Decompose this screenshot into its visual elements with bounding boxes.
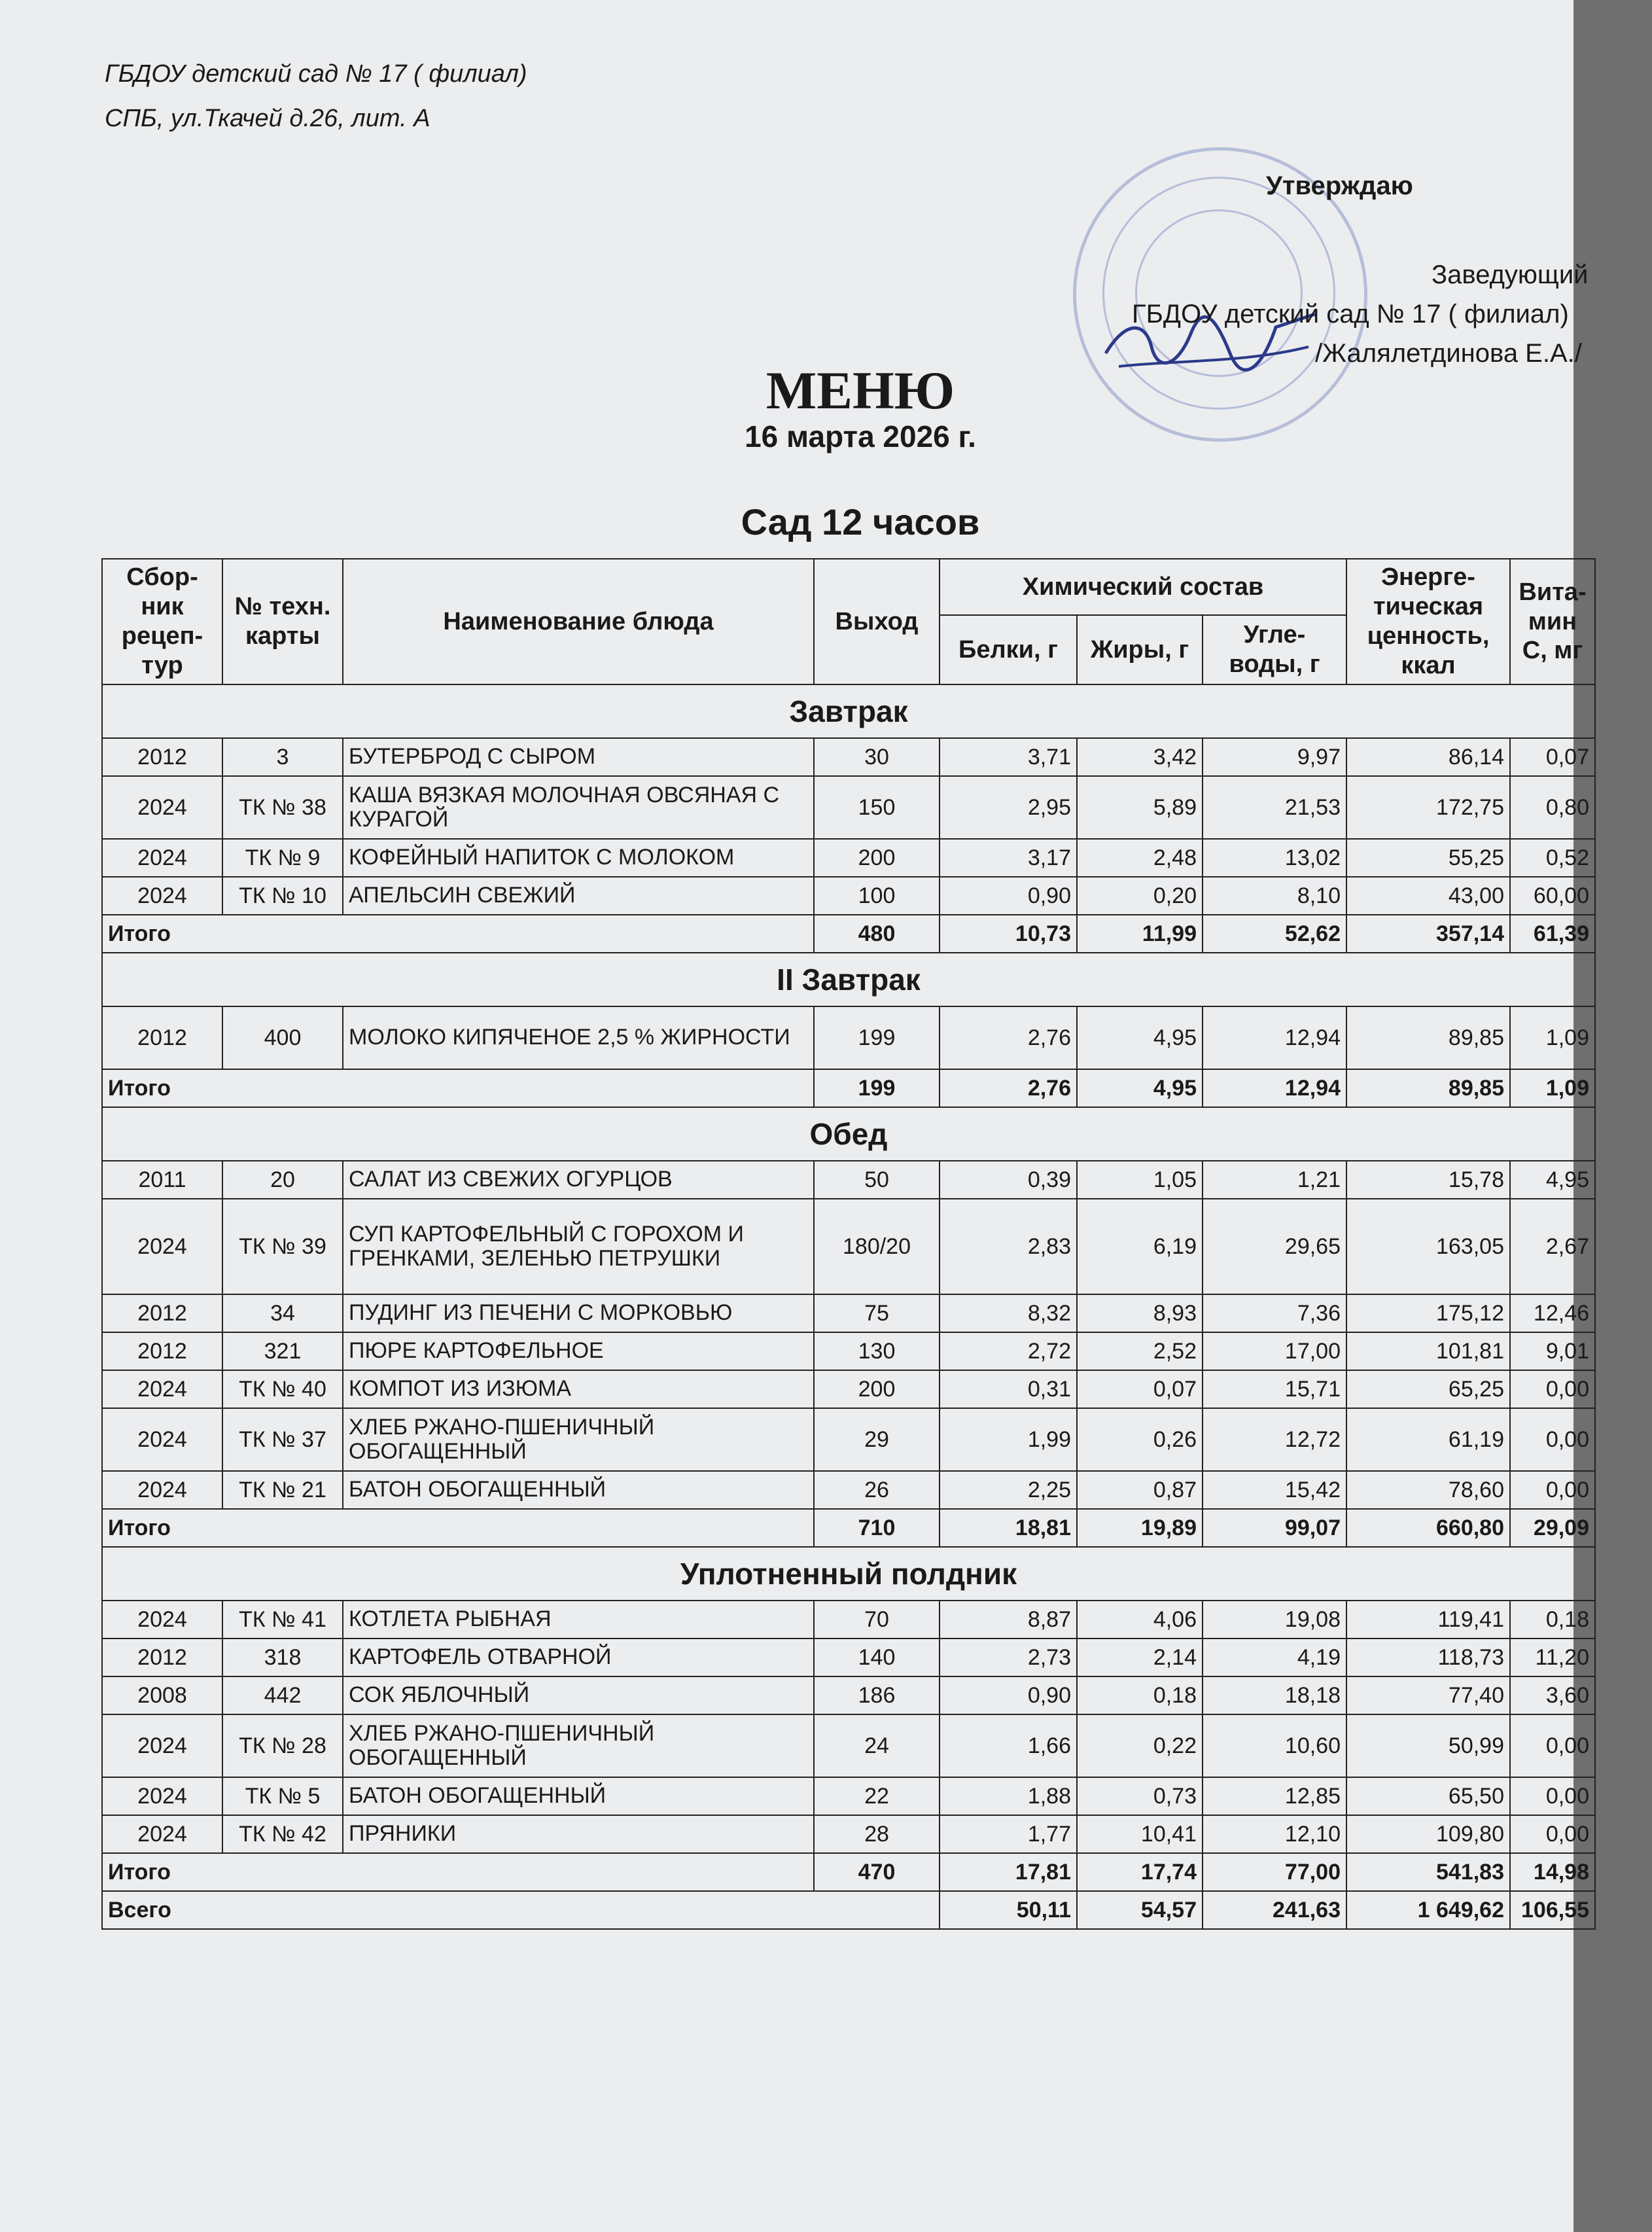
energy-value: 15,78 <box>1346 1161 1510 1199</box>
dish-output: 28 <box>814 1815 940 1853</box>
table-row <box>102 1815 1595 1853</box>
approver-position: Заведующий <box>1432 260 1589 289</box>
total-proteins: 2,76 <box>940 1069 1077 1107</box>
total-energy: 89,85 <box>1346 1069 1510 1107</box>
recipe-collection-year: 2024 <box>102 1777 222 1815</box>
proteins-value: 0,90 <box>940 1676 1077 1714</box>
recipe-collection-year: 2011 <box>102 1161 222 1199</box>
total-label: Итого <box>102 915 814 953</box>
carbs-value: 18,18 <box>1203 1676 1346 1714</box>
fats-value: 0,07 <box>1077 1370 1203 1408</box>
energy-value: 50,99 <box>1346 1714 1510 1777</box>
total-proteins: 18,81 <box>940 1509 1077 1547</box>
total-label: Итого <box>102 1853 814 1891</box>
dish-name: СОК ЯБЛОЧНЫЙ <box>343 1676 814 1714</box>
recipe-collection-year: 2012 <box>102 1294 222 1332</box>
proteins-value: 0,90 <box>940 877 1077 915</box>
recipe-collection-year: 2012 <box>102 1332 222 1370</box>
vitamin-c-value: 0,52 <box>1510 839 1595 877</box>
header-proteins: Белки, г <box>940 615 1077 684</box>
document-subtitle: Сад 12 часов <box>741 501 980 542</box>
dish-name: КОМПОТ ИЗ ИЗЮМА <box>343 1370 814 1408</box>
carbs-value: 29,65 <box>1203 1199 1346 1294</box>
carbs-value: 15,71 <box>1203 1370 1346 1408</box>
table-row <box>102 776 1595 839</box>
header-dish: Наименование блюда <box>343 559 814 684</box>
fats-value: 10,41 <box>1077 1815 1203 1853</box>
section-header-row <box>102 1107 1595 1161</box>
fats-value: 3,42 <box>1077 738 1203 776</box>
header-carbs: Угле-воды, г <box>1203 615 1346 684</box>
carbs-value: 12,94 <box>1203 1006 1346 1069</box>
recipe-collection-year: 2008 <box>102 1676 222 1714</box>
dish-name: КОТЛЕТА РЫБНАЯ <box>343 1601 814 1639</box>
proteins-value: 2,95 <box>940 776 1077 839</box>
dish-output: 24 <box>814 1714 940 1777</box>
vitamin-c-value: 0,18 <box>1510 1601 1595 1639</box>
proteins-value: 1,66 <box>940 1714 1077 1777</box>
carbs-value: 13,02 <box>1203 839 1346 877</box>
dish-output: 22 <box>814 1777 940 1815</box>
table-row <box>102 1006 1595 1069</box>
section-total-row <box>102 1509 1595 1547</box>
table-row <box>102 738 1595 776</box>
carbs-value: 21,53 <box>1203 776 1346 839</box>
table-row <box>102 1601 1595 1639</box>
carbs-value: 12,85 <box>1203 1777 1346 1815</box>
energy-value: 118,73 <box>1346 1639 1510 1676</box>
fats-value: 1,05 <box>1077 1161 1203 1199</box>
total-fats: 11,99 <box>1077 915 1203 953</box>
dish-name: СУП КАРТОФЕЛЬНЫЙ С ГОРОХОМ И ГРЕНКАМИ, ЗЕЛЕНЬЮ ПЕТРУШКИ <box>343 1199 814 1294</box>
dish-name: КАРТОФЕЛЬ ОТВАРНОЙ <box>343 1639 814 1676</box>
dish-name: БУТЕРБРОД С СЫРОМ <box>343 738 814 776</box>
section-title: II Завтрак <box>102 953 1595 1006</box>
tech-card-number: ТК № 21 <box>222 1471 343 1509</box>
recipe-collection-year: 2024 <box>102 1714 222 1777</box>
proteins-value: 3,71 <box>940 738 1077 776</box>
dish-output: 200 <box>814 1370 940 1408</box>
total-label: Итого <box>102 1069 814 1107</box>
dish-output: 30 <box>814 738 940 776</box>
organization-name: ГБДОУ детский сад № 17 ( филиал) <box>105 60 527 88</box>
vitamin-c-value: 60,00 <box>1510 877 1595 915</box>
section-title: Завтрак <box>102 684 1595 738</box>
dish-output: 29 <box>814 1408 940 1471</box>
vitamin-c-value: 0,07 <box>1510 738 1595 776</box>
approver-organization: ГБДОУ детский сад № 17 ( филиал) <box>1132 300 1569 328</box>
vitamin-c-value: 0,00 <box>1510 1408 1595 1471</box>
recipe-collection-year: 2024 <box>102 1408 222 1471</box>
vitamin-c-value: 0,00 <box>1510 1370 1595 1408</box>
dish-name: ПУДИНГ ИЗ ПЕЧЕНИ С МОРКОВЬЮ <box>343 1294 814 1332</box>
table-row <box>102 1777 1595 1815</box>
carbs-value: 12,72 <box>1203 1408 1346 1471</box>
section-header-row <box>102 1547 1595 1601</box>
dish-output: 100 <box>814 877 940 915</box>
dish-output: 70 <box>814 1601 940 1639</box>
fats-value: 0,26 <box>1077 1408 1203 1471</box>
header-vitamin: Вита-мин С, мг <box>1510 559 1595 684</box>
total-proteins: 10,73 <box>940 915 1077 953</box>
carbs-value: 9,97 <box>1203 738 1346 776</box>
fats-value: 0,73 <box>1077 1777 1203 1815</box>
tech-card-number: 34 <box>222 1294 343 1332</box>
grand-total-vitamin-c: 106,55 <box>1510 1891 1595 1929</box>
dish-name: КОФЕЙНЫЙ НАПИТОК С МОЛОКОМ <box>343 839 814 877</box>
total-output: 470 <box>814 1853 940 1891</box>
tech-card-number: 442 <box>222 1676 343 1714</box>
tech-card-number: ТК № 28 <box>222 1714 343 1777</box>
total-energy: 660,80 <box>1346 1509 1510 1547</box>
carbs-value: 12,10 <box>1203 1815 1346 1853</box>
fats-value: 2,52 <box>1077 1332 1203 1370</box>
total-vitamin-c: 29,09 <box>1510 1509 1595 1547</box>
header-fats: Жиры, г <box>1077 615 1203 684</box>
organization-address: СПБ, ул.Ткачей д.26, лит. А <box>105 105 431 132</box>
fats-value: 0,22 <box>1077 1714 1203 1777</box>
grand-total-energy: 1 649,62 <box>1346 1891 1510 1929</box>
section-total-row <box>102 915 1595 953</box>
energy-value: 119,41 <box>1346 1601 1510 1639</box>
proteins-value: 8,32 <box>940 1294 1077 1332</box>
tech-card-number: ТК № 37 <box>222 1408 343 1471</box>
recipe-collection-year: 2024 <box>102 877 222 915</box>
grand-total-label: Всего <box>102 1891 940 1929</box>
vitamin-c-value: 12,46 <box>1510 1294 1595 1332</box>
recipe-collection-year: 2024 <box>102 839 222 877</box>
dish-output: 26 <box>814 1471 940 1509</box>
dish-output: 186 <box>814 1676 940 1714</box>
total-fats: 17,74 <box>1077 1853 1203 1891</box>
fats-value: 5,89 <box>1077 776 1203 839</box>
recipe-collection-year: 2012 <box>102 1006 222 1069</box>
fats-value: 0,20 <box>1077 877 1203 915</box>
proteins-value: 2,76 <box>940 1006 1077 1069</box>
carbs-value: 1,21 <box>1203 1161 1346 1199</box>
table-row <box>102 1639 1595 1676</box>
tech-card-number: ТК № 5 <box>222 1777 343 1815</box>
proteins-value: 0,31 <box>940 1370 1077 1408</box>
vitamin-c-value: 0,00 <box>1510 1815 1595 1853</box>
vitamin-c-value: 0,80 <box>1510 776 1595 839</box>
dish-output: 75 <box>814 1294 940 1332</box>
table-row <box>102 1370 1595 1408</box>
carbs-value: 7,36 <box>1203 1294 1346 1332</box>
tech-card-number: 400 <box>222 1006 343 1069</box>
proteins-value: 1,99 <box>940 1408 1077 1471</box>
vitamin-c-value: 0,00 <box>1510 1471 1595 1509</box>
grand-total-row <box>102 1891 1595 1929</box>
energy-value: 77,40 <box>1346 1676 1510 1714</box>
vitamin-c-value: 1,09 <box>1510 1006 1595 1069</box>
dish-name: МОЛОКО КИПЯЧЕНОЕ 2,5 % ЖИРНОСТИ <box>343 1006 814 1069</box>
tech-card-number: ТК № 38 <box>222 776 343 839</box>
vitamin-c-value: 0,00 <box>1510 1714 1595 1777</box>
table-row <box>102 1294 1595 1332</box>
approve-label: Утверждаю <box>1266 171 1413 200</box>
dish-name: БАТОН ОБОГАЩЕННЫЙ <box>343 1777 814 1815</box>
fats-value: 8,93 <box>1077 1294 1203 1332</box>
header-collection: Сбор-ник рецеп-тур <box>102 559 222 684</box>
dish-name: ПЮРЕ КАРТОФЕЛЬНОЕ <box>343 1332 814 1370</box>
document-date: 16 марта 2026 г. <box>745 419 976 453</box>
recipe-collection-year: 2012 <box>102 738 222 776</box>
table-row <box>102 1471 1595 1509</box>
total-energy: 541,83 <box>1346 1853 1510 1891</box>
vitamin-c-value: 9,01 <box>1510 1332 1595 1370</box>
total-carbs: 99,07 <box>1203 1509 1346 1547</box>
energy-value: 86,14 <box>1346 738 1510 776</box>
table-row <box>102 1161 1595 1199</box>
proteins-value: 1,88 <box>940 1777 1077 1815</box>
tech-card-number: 318 <box>222 1639 343 1676</box>
vitamin-c-value: 2,67 <box>1510 1199 1595 1294</box>
energy-value: 109,80 <box>1346 1815 1510 1853</box>
vitamin-c-value: 0,00 <box>1510 1777 1595 1815</box>
header-tech-card: № техн. карты <box>222 559 343 684</box>
dish-name: ХЛЕБ РЖАНО-ПШЕНИЧНЫЙ ОБОГАЩЕННЫЙ <box>343 1714 814 1777</box>
energy-value: 65,50 <box>1346 1777 1510 1815</box>
energy-value: 163,05 <box>1346 1199 1510 1294</box>
menu-table <box>101 558 1596 1930</box>
energy-value: 55,25 <box>1346 839 1510 877</box>
carbs-value: 10,60 <box>1203 1714 1346 1777</box>
tech-card-number: ТК № 40 <box>222 1370 343 1408</box>
grand-total-proteins: 50,11 <box>940 1891 1077 1929</box>
total-output: 710 <box>814 1509 940 1547</box>
table-row <box>102 1714 1595 1777</box>
proteins-value: 0,39 <box>940 1161 1077 1199</box>
carbs-value: 19,08 <box>1203 1601 1346 1639</box>
vitamin-c-value: 3,60 <box>1510 1676 1595 1714</box>
proteins-value: 2,73 <box>940 1639 1077 1676</box>
recipe-collection-year: 2024 <box>102 1601 222 1639</box>
recipe-collection-year: 2024 <box>102 1370 222 1408</box>
total-proteins: 17,81 <box>940 1853 1077 1891</box>
total-label: Итого <box>102 1509 814 1547</box>
energy-value: 89,85 <box>1346 1006 1510 1069</box>
fats-value: 0,18 <box>1077 1676 1203 1714</box>
dish-name: КАША ВЯЗКАЯ МОЛОЧНАЯ ОВСЯНАЯ С КУРАГОЙ <box>343 776 814 839</box>
table-row <box>102 1676 1595 1714</box>
proteins-value: 2,25 <box>940 1471 1077 1509</box>
total-vitamin-c: 1,09 <box>1510 1069 1595 1107</box>
vitamin-c-value: 4,95 <box>1510 1161 1595 1199</box>
dish-output: 50 <box>814 1161 940 1199</box>
grand-total-carbs: 241,63 <box>1203 1891 1346 1929</box>
dish-name: ПРЯНИКИ <box>343 1815 814 1853</box>
table-row <box>102 839 1595 877</box>
proteins-value: 8,87 <box>940 1601 1077 1639</box>
dish-output: 130 <box>814 1332 940 1370</box>
proteins-value: 3,17 <box>940 839 1077 877</box>
dish-output: 150 <box>814 776 940 839</box>
total-energy: 357,14 <box>1346 915 1510 953</box>
proteins-value: 1,77 <box>940 1815 1077 1853</box>
table-row <box>102 877 1595 915</box>
carbs-value: 4,19 <box>1203 1639 1346 1676</box>
table-row <box>102 1199 1595 1294</box>
total-output: 199 <box>814 1069 940 1107</box>
section-total-row <box>102 1853 1595 1891</box>
document-title: МЕНЮ <box>765 361 955 420</box>
fats-value: 2,48 <box>1077 839 1203 877</box>
header-chemical: Химический состав <box>940 559 1346 615</box>
vitamin-c-value: 11,20 <box>1510 1639 1595 1676</box>
fats-value: 4,06 <box>1077 1601 1203 1639</box>
tech-card-number: 321 <box>222 1332 343 1370</box>
dish-name: САЛАТ ИЗ СВЕЖИХ ОГУРЦОВ <box>343 1161 814 1199</box>
tech-card-number: ТК № 41 <box>222 1601 343 1639</box>
dish-name: БАТОН ОБОГАЩЕННЫЙ <box>343 1471 814 1509</box>
proteins-value: 2,83 <box>940 1199 1077 1294</box>
tech-card-number: ТК № 10 <box>222 877 343 915</box>
fats-value: 2,14 <box>1077 1639 1203 1676</box>
table-row <box>102 1332 1595 1370</box>
tech-card-number: 20 <box>222 1161 343 1199</box>
total-vitamin-c: 61,39 <box>1510 915 1595 953</box>
fats-value: 0,87 <box>1077 1471 1203 1509</box>
carbs-value: 8,10 <box>1203 877 1346 915</box>
total-fats: 19,89 <box>1077 1509 1203 1547</box>
dish-output: 180/20 <box>814 1199 940 1294</box>
grand-total-fats: 54,57 <box>1077 1891 1203 1929</box>
recipe-collection-year: 2012 <box>102 1639 222 1676</box>
fats-value: 4,95 <box>1077 1006 1203 1069</box>
total-vitamin-c: 14,98 <box>1510 1853 1595 1891</box>
energy-value: 101,81 <box>1346 1332 1510 1370</box>
tech-card-number: ТК № 42 <box>222 1815 343 1853</box>
section-title: Обед <box>102 1107 1595 1161</box>
tech-card-number: ТК № 39 <box>222 1199 343 1294</box>
fats-value: 6,19 <box>1077 1199 1203 1294</box>
energy-value: 172,75 <box>1346 776 1510 839</box>
proteins-value: 2,72 <box>940 1332 1077 1370</box>
section-title: Уплотненный полдник <box>102 1547 1595 1601</box>
total-carbs: 77,00 <box>1203 1853 1346 1891</box>
dish-name: АПЕЛЬСИН СВЕЖИЙ <box>343 877 814 915</box>
section-header-row <box>102 684 1595 738</box>
dish-output: 200 <box>814 839 940 877</box>
table-row <box>102 1408 1595 1471</box>
recipe-collection-year: 2024 <box>102 1471 222 1509</box>
total-output: 480 <box>814 915 940 953</box>
carbs-value: 17,00 <box>1203 1332 1346 1370</box>
energy-value: 65,25 <box>1346 1370 1510 1408</box>
recipe-collection-year: 2024 <box>102 776 222 839</box>
tech-card-number: 3 <box>222 738 343 776</box>
carbs-value: 15,42 <box>1203 1471 1346 1509</box>
energy-value: 43,00 <box>1346 877 1510 915</box>
dish-output: 199 <box>814 1006 940 1069</box>
section-total-row <box>102 1069 1595 1107</box>
recipe-collection-year: 2024 <box>102 1199 222 1294</box>
energy-value: 61,19 <box>1346 1408 1510 1471</box>
header-energy: Энерге-тическая ценность, ккал <box>1346 559 1510 684</box>
section-header-row <box>102 953 1595 1006</box>
energy-value: 78,60 <box>1346 1471 1510 1509</box>
tech-card-number: ТК № 9 <box>222 839 343 877</box>
recipe-collection-year: 2024 <box>102 1815 222 1853</box>
total-carbs: 12,94 <box>1203 1069 1346 1107</box>
total-fats: 4,95 <box>1077 1069 1203 1107</box>
total-carbs: 52,62 <box>1203 915 1346 953</box>
dish-output: 140 <box>814 1639 940 1676</box>
header-output: Выход <box>814 559 940 684</box>
dish-name: ХЛЕБ РЖАНО-ПШЕНИЧНЫЙ ОБОГАЩЕННЫЙ <box>343 1408 814 1471</box>
energy-value: 175,12 <box>1346 1294 1510 1332</box>
approver-name: /Жалялетдинова Е.А./ <box>1315 339 1582 368</box>
